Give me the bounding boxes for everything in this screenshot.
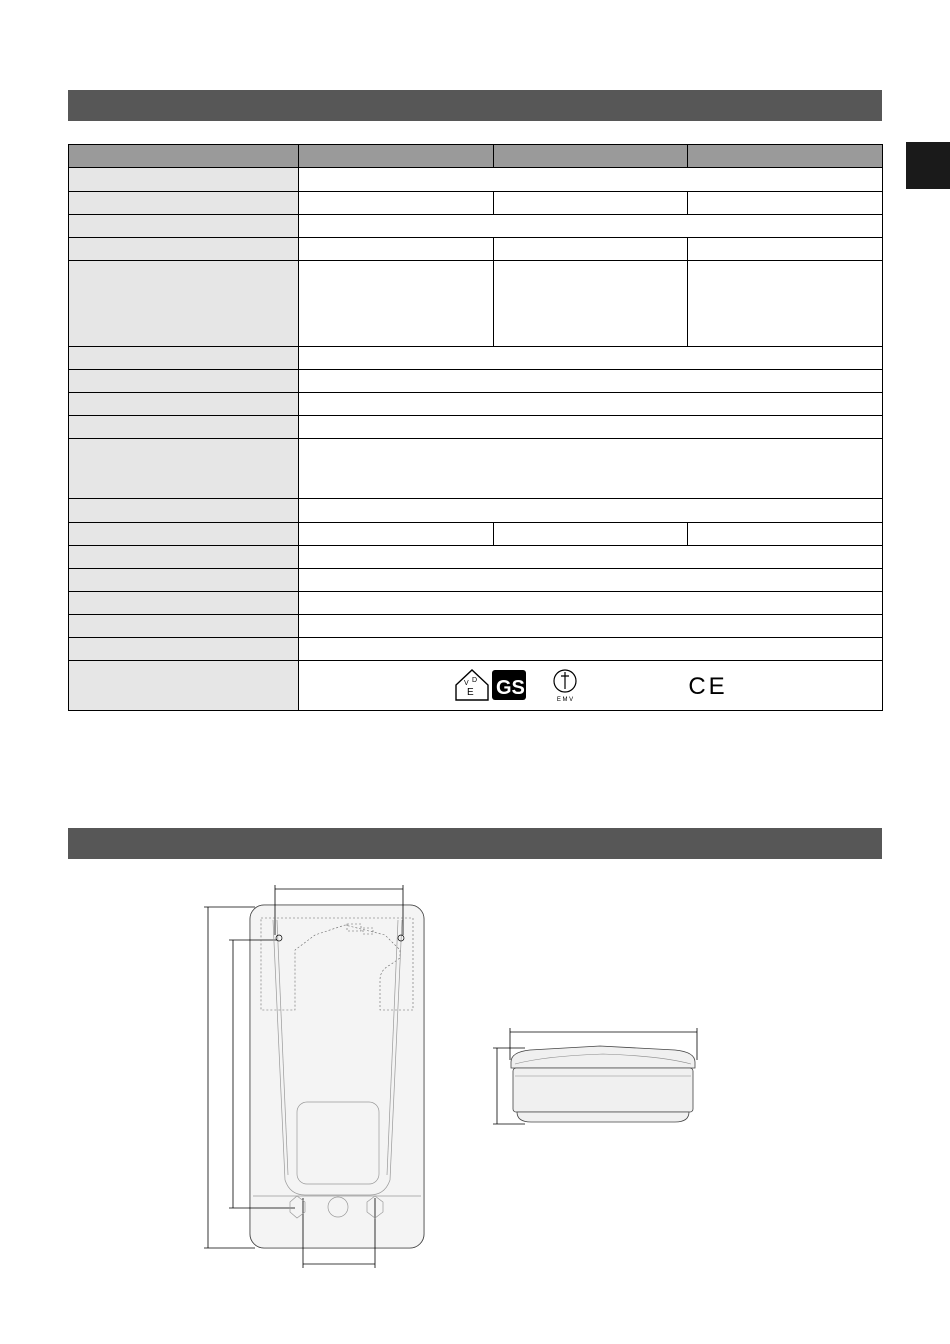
spec-row <box>69 592 883 615</box>
spec-value <box>299 192 494 215</box>
spec-value <box>299 393 883 416</box>
spec-value <box>494 261 688 347</box>
spec-label <box>69 439 299 499</box>
gs-letters: GS <box>495 677 525 699</box>
spec-row <box>69 370 883 393</box>
spec-label <box>69 238 299 261</box>
spec-row <box>69 215 883 238</box>
spec-value <box>494 523 688 546</box>
spec-label <box>69 592 299 615</box>
spec-row <box>69 393 883 416</box>
spec-row <box>69 439 883 499</box>
spec-row <box>69 347 883 370</box>
spec-label <box>69 215 299 238</box>
spec-row <box>69 416 883 439</box>
language-tab <box>906 142 950 189</box>
spec-value <box>299 416 883 439</box>
spec-value <box>299 370 883 393</box>
spec-value <box>299 615 883 638</box>
side-view-drawing <box>485 1020 715 1135</box>
spec-row <box>69 523 883 546</box>
spec-label <box>69 168 299 192</box>
dimensions-header <box>68 828 882 859</box>
spec-value <box>299 499 883 523</box>
spec-table <box>68 144 883 711</box>
spec-value <box>299 569 883 592</box>
spec-value <box>299 523 494 546</box>
spec-label <box>69 569 299 592</box>
header-cell <box>69 145 299 168</box>
spec-value <box>494 238 688 261</box>
ce-mark-icon <box>688 672 728 698</box>
spec-row <box>69 615 883 638</box>
spec-label <box>69 523 299 546</box>
spec-row <box>69 192 883 215</box>
spec-value <box>688 261 883 347</box>
spec-label <box>69 546 299 569</box>
front-view-drawing <box>195 880 445 1275</box>
spec-row <box>69 499 883 523</box>
spec-value <box>299 168 883 192</box>
emv-mark-icon <box>548 667 582 703</box>
spec-label <box>69 661 299 711</box>
spec-value <box>299 238 494 261</box>
spec-value <box>494 192 688 215</box>
spec-value <box>299 215 883 238</box>
vde-letter: V <box>463 680 469 687</box>
spec-label <box>69 615 299 638</box>
spec-row <box>69 168 883 192</box>
spec-row <box>69 238 883 261</box>
certification-logos <box>299 661 883 711</box>
technical-data-header <box>68 90 882 121</box>
spec-value <box>299 347 883 370</box>
spec-label <box>69 499 299 523</box>
spec-value <box>299 439 883 499</box>
spec-label <box>69 638 299 661</box>
header-cell <box>494 145 688 168</box>
vde-letter: D <box>471 677 477 684</box>
spec-value <box>299 261 494 347</box>
spec-label <box>69 393 299 416</box>
spec-value <box>688 238 883 261</box>
spec-row <box>69 638 883 661</box>
spec-label <box>69 370 299 393</box>
spec-label <box>69 416 299 439</box>
spec-row <box>69 569 883 592</box>
ce-label: CE <box>687 673 728 698</box>
vde-gs-mark-icon <box>454 668 530 702</box>
spec-label <box>69 347 299 370</box>
header-cell <box>299 145 494 168</box>
certification-row <box>69 661 883 711</box>
vde-letter: E <box>466 687 474 698</box>
spec-value <box>299 592 883 615</box>
spec-header-row <box>69 145 883 168</box>
spec-row <box>69 546 883 569</box>
spec-label <box>69 192 299 215</box>
spec-value <box>299 546 883 569</box>
spec-label <box>69 261 299 347</box>
header-cell <box>688 145 883 168</box>
spec-row <box>69 261 883 347</box>
emv-label: E M V <box>556 697 573 703</box>
spec-value <box>688 192 883 215</box>
spec-value <box>688 523 883 546</box>
spec-value <box>299 638 883 661</box>
